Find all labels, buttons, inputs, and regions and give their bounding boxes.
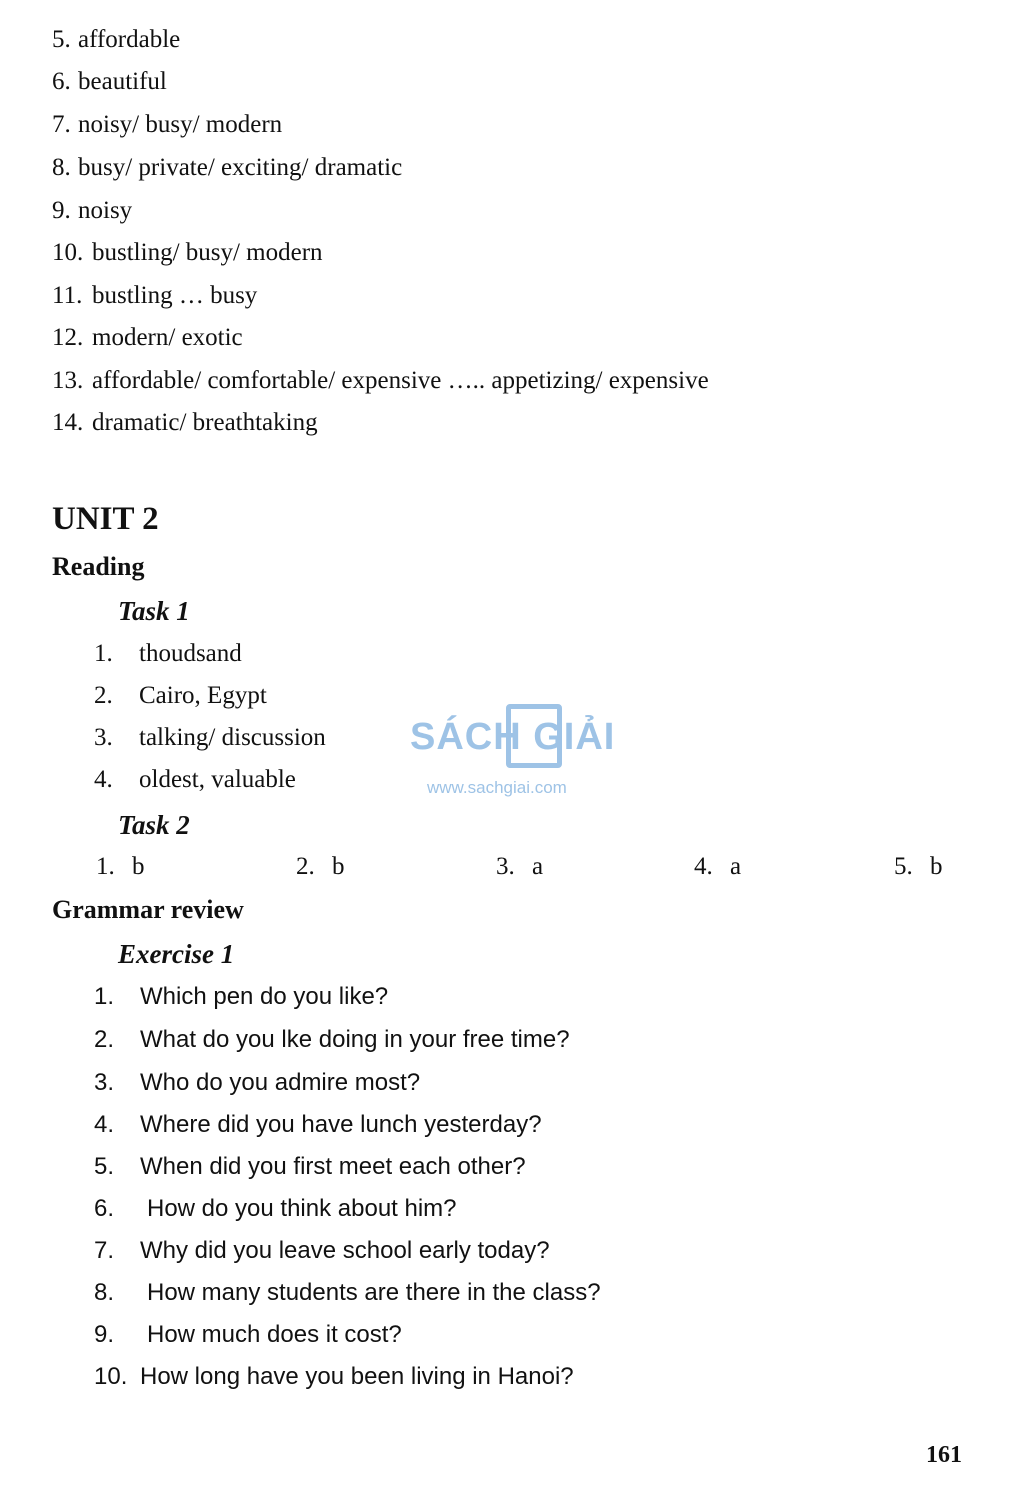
exercise1-item [94, 1068, 420, 1098]
answer-number: 8. [52, 154, 71, 181]
unit1-answer [52, 196, 132, 226]
item-text: b [332, 853, 345, 880]
answer-text: bustling/ busy/ modern [92, 239, 323, 266]
item-number: 1. [94, 640, 113, 667]
answer-text: busy/ private/ exciting/ dramatic [78, 154, 403, 181]
watermark-brand: SÁCH GIẢI [410, 716, 616, 758]
answer-text: affordable/ comfortable/ expensive ….. appetizing/ expensive [92, 367, 709, 394]
exercise1-item [94, 1236, 550, 1266]
item-text: b [132, 853, 145, 880]
item-number: 2. [94, 1026, 115, 1053]
exercise1-item [94, 1152, 526, 1182]
task2-item [96, 852, 145, 882]
grammar-review-heading: Grammar review [52, 895, 244, 924]
watermark [410, 700, 620, 800]
exercise1-item [94, 1025, 570, 1055]
unit1-answer [52, 238, 323, 268]
item-number: 1. [94, 983, 115, 1010]
task2-item [894, 852, 943, 882]
unit-title: UNIT 2 [52, 501, 159, 537]
answer-text: bustling … busy [92, 282, 258, 309]
reading-heading: Reading [52, 552, 145, 581]
item-text: Who do you admire most? [140, 1069, 421, 1096]
item-number: 4. [94, 766, 113, 793]
item-text: How much does it cost? [147, 1321, 402, 1348]
exercise1-item [94, 1362, 574, 1392]
item-text: thoudsand [139, 640, 242, 667]
task1-item [94, 765, 296, 795]
answer-number: 14. [52, 409, 84, 436]
item-text: talking/ discussion [139, 724, 326, 751]
item-text: How long have you been living in Hanoi? [140, 1363, 574, 1390]
task1-item [94, 639, 242, 669]
answer-number: 5. [52, 26, 71, 53]
exercise1-item [94, 1110, 542, 1140]
answer-number: 9. [52, 197, 71, 224]
item-number: 2. [94, 682, 113, 709]
item-text: What do you lke doing in your free time? [140, 1026, 570, 1053]
answer-text: noisy/ busy/ modern [78, 111, 283, 138]
item-number: 5. [94, 1153, 115, 1180]
unit1-answer [52, 281, 257, 311]
item-number: 6. [94, 1195, 115, 1222]
item-text: Why did you leave school early today? [140, 1237, 550, 1264]
watermark-url: www.sachgiai.com [427, 778, 567, 797]
item-number: 3. [94, 724, 113, 751]
item-text: Where did you have lunch yesterday? [140, 1111, 542, 1138]
answer-number: 10. [52, 239, 84, 266]
item-text: b [930, 853, 943, 880]
task1-item [94, 723, 326, 753]
task1-title: Task 1 [118, 596, 190, 626]
unit1-answer [52, 323, 243, 353]
answer-text: affordable [78, 26, 181, 53]
item-text: When did you first meet each other? [140, 1153, 526, 1180]
item-number: 4. [694, 853, 713, 880]
unit1-answer [52, 25, 180, 55]
answer-number: 13. [52, 367, 84, 394]
item-text: a [532, 853, 544, 880]
item-number: 5. [894, 853, 913, 880]
answer-text: beautiful [78, 68, 167, 95]
item-number: 2. [296, 853, 315, 880]
exercise1-item [94, 1278, 601, 1308]
task2-item [694, 852, 741, 882]
item-number: 3. [94, 1069, 115, 1096]
unit1-answer [52, 366, 709, 396]
answer-text: dramatic/ breathtaking [92, 409, 318, 436]
item-number: 10. [94, 1363, 128, 1390]
item-text: a [730, 853, 742, 880]
item-text: oldest, valuable [139, 766, 296, 793]
item-text: How do you think about him? [147, 1195, 457, 1222]
item-text: Which pen do you like? [140, 983, 389, 1010]
item-number: 9. [94, 1321, 115, 1348]
item-text: How many students are there in the class? [147, 1279, 601, 1306]
exercise1-title: Exercise 1 [118, 939, 235, 969]
item-number: 1. [96, 853, 115, 880]
answer-number: 7. [52, 111, 71, 138]
answer-number: 6. [52, 68, 71, 95]
item-number: 3. [496, 853, 515, 880]
unit1-answer [52, 67, 167, 97]
task2-item [296, 852, 345, 882]
item-text: Cairo, Egypt [139, 682, 267, 709]
answer-text: noisy [78, 197, 133, 224]
item-number: 7. [94, 1237, 115, 1264]
unit1-answer [52, 408, 318, 438]
answer-text: modern/ exotic [92, 324, 243, 351]
task2-title: Task 2 [118, 810, 190, 840]
item-number: 4. [94, 1111, 115, 1138]
exercise1-item [94, 982, 388, 1012]
unit1-answer [52, 153, 402, 183]
task2-item [496, 852, 543, 882]
answer-number: 11. [52, 282, 83, 309]
page-number: 161 [926, 1442, 962, 1468]
answer-number: 12. [52, 324, 84, 351]
exercise1-item [94, 1194, 457, 1224]
item-number: 8. [94, 1279, 115, 1306]
unit1-answer [52, 110, 282, 140]
exercise1-item [94, 1320, 402, 1350]
task1-item [94, 681, 267, 711]
